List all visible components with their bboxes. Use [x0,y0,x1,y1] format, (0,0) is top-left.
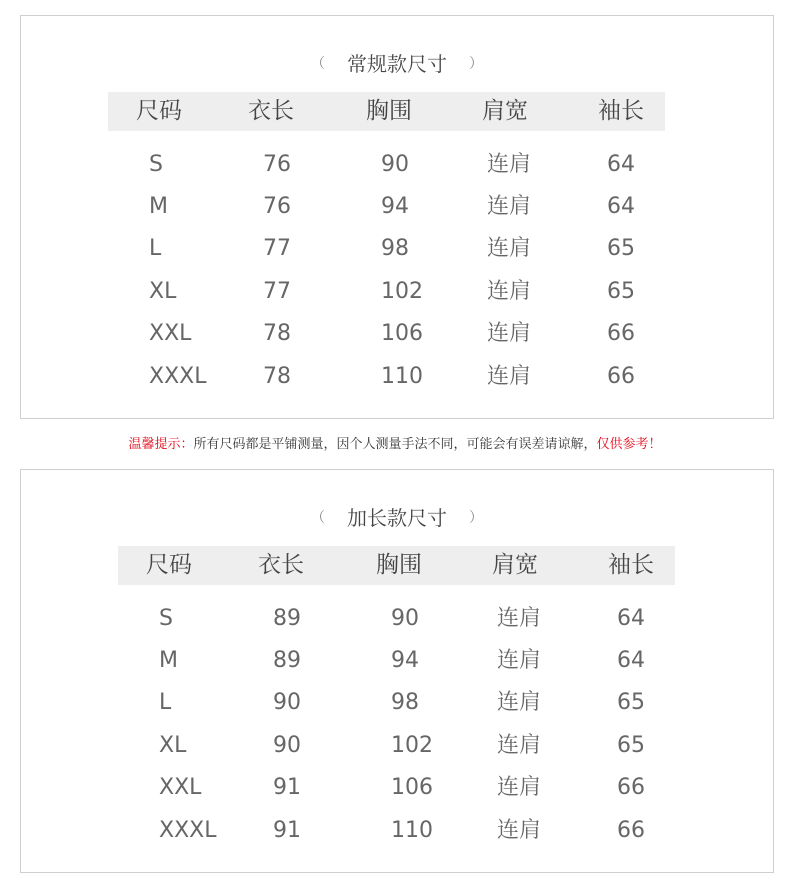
title-paren-left: （ [311,56,325,72]
size-cell: M [159,648,178,673]
regular-size-panel [20,15,774,419]
length-cell: 77 [263,236,291,261]
long-size-header-row [118,546,675,585]
chest-cell: 94 [381,194,409,219]
header-chest: 胸围 [376,552,422,578]
header-length: 衣长 [258,552,304,578]
size-cell: L [159,690,172,715]
shoulder-cell: 连肩 [487,321,532,346]
size-cell: XXXL [159,818,217,843]
table-row [123,228,723,270]
length-cell: 90 [273,733,301,758]
sleeve-cell: 64 [617,648,645,673]
chest-cell: 94 [391,648,419,673]
sleeve-cell: 65 [617,733,645,758]
regular-size-title-text: 常规款尺寸 [347,52,447,76]
long-size-rows [133,598,733,853]
chest-cell: 102 [391,733,433,758]
length-cell: 76 [263,194,291,219]
table-row [133,725,733,767]
table-row [123,271,723,313]
shoulder-cell: 连肩 [487,236,532,261]
size-cell: S [149,152,163,177]
sleeve-cell: 64 [607,152,635,177]
tip-emphasis: 仅供参考！ [596,437,662,452]
table-row [133,682,733,724]
shoulder-cell: 连肩 [497,775,542,800]
title-paren-left: （ [311,510,325,526]
title-paren-right: ） [469,510,483,526]
header-chest: 胸围 [366,98,412,124]
chest-cell: 98 [391,690,419,715]
chest-cell: 110 [381,364,423,389]
chest-cell: 90 [391,606,419,631]
length-cell: 76 [263,152,291,177]
size-cell: XXXL [149,364,207,389]
size-cell: XXL [159,775,202,800]
tip-label: 温馨提示： [128,437,194,452]
table-row [123,313,723,355]
chest-cell: 102 [381,279,423,304]
sleeve-cell: 66 [617,775,645,800]
chest-cell: 106 [391,775,433,800]
sleeve-cell: 66 [617,818,645,843]
length-cell: 78 [263,364,291,389]
chest-cell: 110 [391,818,433,843]
length-cell: 78 [263,321,291,346]
long-size-panel [20,469,774,873]
size-cell: XL [159,733,187,758]
regular-size-rows [123,144,723,399]
table-row [123,186,723,228]
shoulder-cell: 连肩 [497,606,542,631]
shoulder-cell: 连肩 [487,152,532,177]
size-cell: XXL [149,321,192,346]
size-cell: M [149,194,168,219]
shoulder-cell: 连肩 [487,279,532,304]
chest-cell: 106 [381,321,423,346]
length-cell: 89 [273,648,301,673]
length-cell: 91 [273,818,301,843]
sleeve-cell: 66 [607,321,635,346]
header-size: 尺码 [146,552,192,578]
size-cell: L [149,236,162,261]
table-row [133,810,733,852]
title-paren-right: ） [469,56,483,72]
sleeve-cell: 66 [607,364,635,389]
shoulder-cell: 连肩 [497,690,542,715]
sleeve-cell: 65 [617,690,645,715]
table-row [123,356,723,398]
sleeve-cell: 65 [607,236,635,261]
shoulder-cell: 连肩 [497,648,542,673]
regular-size-header-row [108,92,665,131]
shoulder-cell: 连肩 [487,194,532,219]
long-size-title-text: 加长款尺寸 [347,506,447,530]
length-cell: 91 [273,775,301,800]
chest-cell: 90 [381,152,409,177]
table-row [133,640,733,682]
shoulder-cell: 连肩 [497,733,542,758]
regular-size-title [21,49,773,79]
shoulder-cell: 连肩 [497,818,542,843]
long-size-title [21,503,773,533]
sleeve-cell: 64 [617,606,645,631]
table-row [133,767,733,809]
sleeve-cell: 64 [607,194,635,219]
chest-cell: 98 [381,236,409,261]
shoulder-cell: 连肩 [487,364,532,389]
header-size: 尺码 [136,98,182,124]
header-shoulder: 肩宽 [482,98,528,124]
length-cell: 90 [273,690,301,715]
length-cell: 89 [273,606,301,631]
header-sleeve: 袖长 [608,552,654,578]
size-cell: XL [149,279,177,304]
tip-body: 所有尺码都是平铺测量，因个人测量手法不同，可能会有误差请谅解， [193,437,597,452]
table-row [133,598,733,640]
table-row [123,144,723,186]
length-cell: 77 [263,279,291,304]
sleeve-cell: 65 [607,279,635,304]
measurement-tip [0,434,790,456]
header-length: 衣长 [248,98,294,124]
size-cell: S [159,606,173,631]
header-sleeve: 袖长 [598,98,644,124]
header-shoulder: 肩宽 [492,552,538,578]
